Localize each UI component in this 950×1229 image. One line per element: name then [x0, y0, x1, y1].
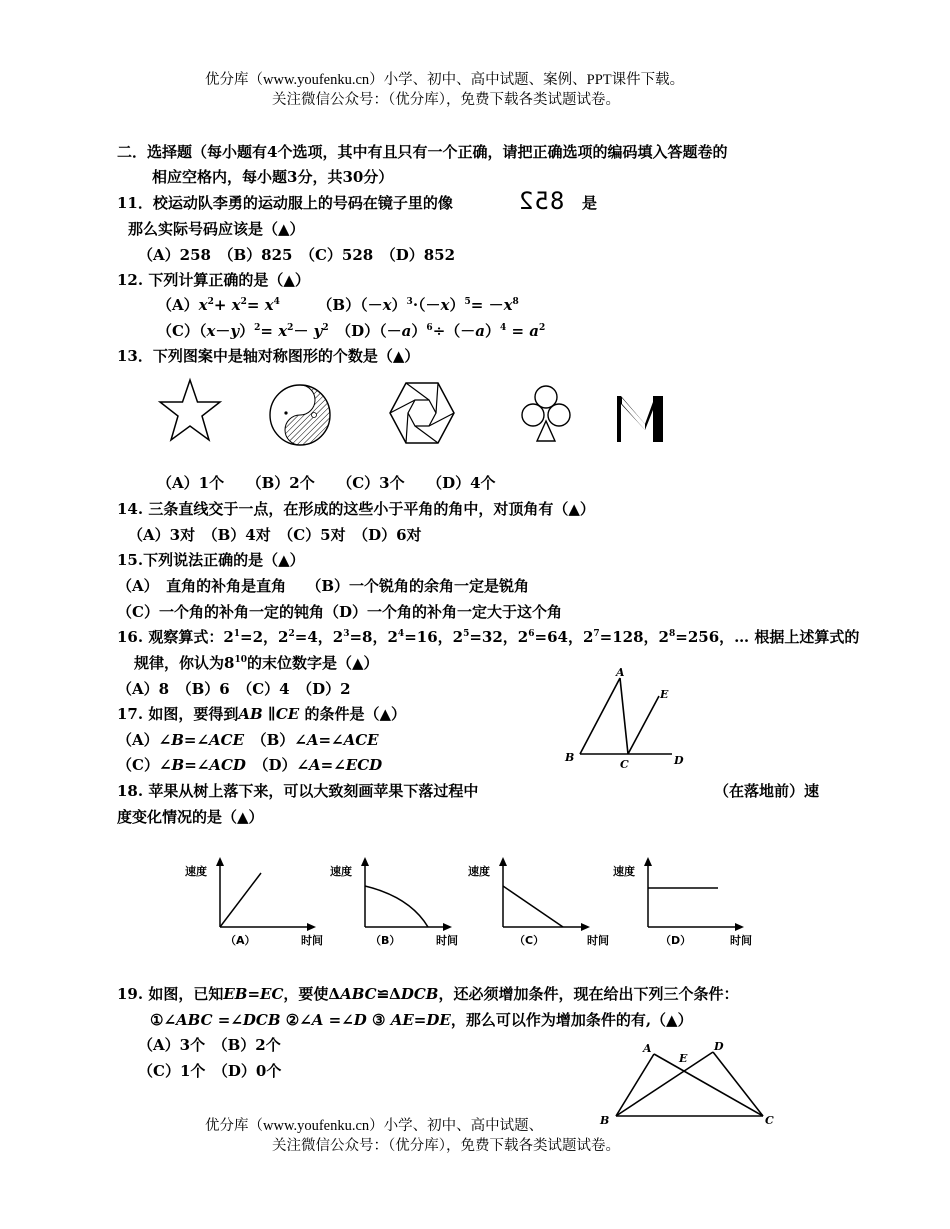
graph-a — [185, 855, 345, 955]
q19-stem: 19. 如图，已知EB=EC，要使ΔABC≌ΔDCB，还必须增加条件，现在给出下列三个条件： — [117, 985, 739, 1003]
q19-label-d: D — [714, 1040, 724, 1053]
q15-stem: 15.下列说法正确的是（▲） — [117, 551, 305, 569]
yin-yang-figure — [268, 383, 332, 447]
q13-options: （A）1个 （B）2个 （C）3个 （D）4个 — [157, 474, 496, 492]
q17-stem-a: 17. 如图，要得到 — [117, 705, 239, 723]
q16-line2-a: 规律，你认为8 — [134, 654, 235, 672]
graph-d-xlabel: 时间 — [730, 934, 752, 947]
graph-a-ylabel: 速度 — [185, 865, 207, 878]
q19-conditions: ①∠ABC =∠DCB ②∠A =∠D ③ AE=DE，那么可以作为增加条件的有,（▲） — [150, 1011, 693, 1029]
q17-label-c: C — [620, 758, 629, 771]
graph-a-xlabel: 时间 — [301, 934, 323, 947]
graph-c-ylabel: 速度 — [468, 865, 490, 878]
q19-stem-c: ，还必须增加条件，现在给出下列三个条件： — [438, 985, 739, 1003]
q19-label-a: A — [643, 1042, 652, 1055]
q18-stem-b: （在落地前）速 — [714, 782, 820, 800]
q16-line2: 规律，你认为$8^{10}$的末位数字是（▲） — [134, 654, 379, 672]
star-figure — [157, 378, 223, 444]
graph-a-tag: （A） — [225, 934, 256, 947]
q17-label-d: D — [674, 754, 684, 767]
q17-stem-b: 的条件是（▲） — [304, 705, 406, 723]
q17-label-e: E — [660, 688, 669, 701]
graph-d — [613, 855, 773, 955]
q17-label-a: A — [616, 666, 625, 679]
graph-b-tag: （B） — [370, 934, 401, 947]
hexagon-pinwheel-figure — [388, 380, 456, 446]
graph-d-ylabel: 速度 — [613, 865, 635, 878]
q16-line2-b: 的末位数字是（▲） — [246, 654, 379, 672]
q19-stem-a: 19. 如图，已知 — [117, 985, 224, 1003]
letter-m-figure — [615, 394, 667, 444]
graph-c-xlabel: 时间 — [587, 934, 609, 947]
q19-figure — [596, 1038, 786, 1130]
q19-line2-end: ，那么可以作为增加条件的有,（▲） — [450, 1011, 693, 1029]
q11-stem: 11．校运动队李勇的运动服上的号码在镜子里的像 — [117, 194, 453, 212]
q17-label-b: B — [565, 751, 575, 764]
graph-c-tag: （C） — [514, 934, 545, 947]
graph-b-ylabel: 速度 — [330, 865, 352, 878]
q12-stem: 12. 下列计算正确的是（▲） — [117, 271, 310, 289]
footer-line-1: 优分库（www.youfenku.cn）小学、初中、高中试题、 — [205, 1118, 544, 1134]
q17-options-cd: （C）∠B=∠ACD （D）∠A=∠ECD — [117, 756, 383, 774]
q14-stem: 14. 三条直线交于一点，在形成的这些小于平角的角中，对顶角有（▲） — [117, 500, 595, 518]
q17-figure — [562, 662, 692, 772]
header-line-2: 关注微信公众号：（优分库），免费下载各类试题试卷。 — [272, 92, 620, 108]
graph-b — [330, 855, 490, 955]
q14-options: （A）3对 （B）4对 （C）5对 （D）6对 — [128, 526, 422, 544]
q11-stem-b: 是 — [582, 194, 598, 212]
section-title-2: 相应空格内，每小题3分，共30分） — [152, 168, 394, 186]
q15-options-1: （A） 直角的补角是直角 （B）一个锐角的余角一定是锐角 — [117, 577, 530, 595]
q16-stem: 16. 观察算式：$2^1=2$，$2^2=4$，$2^3=8$，$2^4=16$，$2^5=32$，$2^6=64$，$2^7=128$，$2^8=256$，… 根据上述算式的 — [117, 628, 860, 646]
q11-options: （A）258 （B）825 （C）528 （D）852 — [138, 246, 456, 264]
graph-c — [468, 855, 628, 955]
footer-line-2: 关注微信公众号：（优分库），免费下载各类试题试卷。 — [272, 1138, 620, 1154]
club-figure — [518, 383, 574, 445]
q12-options-cd: $(C)(x-y)^2= x^2- y^2$ $(D)(-a)^6\div(-a)^4 = a^2$ — [157, 322, 546, 340]
q16-stem-end: ，… 根据上述算式的 — [719, 628, 860, 646]
graph-b-xlabel: 时间 — [436, 934, 458, 947]
q11-stem-c: 那么实际号码应该是（▲） — [128, 220, 305, 238]
q19-label-b: B — [600, 1114, 610, 1127]
q16-options: （A）8 （B）6 （C）4 （D）2 — [117, 680, 351, 698]
graph-d-tag: （D） — [660, 934, 692, 947]
q18-stem-a: 18. 苹果从树上落下来，可以大致刻画苹果下落过程中 — [117, 782, 479, 800]
mirror-number: 852 — [518, 187, 565, 215]
q17-options-ab: （A）∠B=∠ACE （B）∠A=∠ACE — [117, 731, 379, 749]
q19-options-ab: （A）3个 （B）2个 — [138, 1036, 281, 1054]
q19-stem-b: ，要使 — [283, 985, 329, 1003]
q17-stem: 17. 如图，要得到AB ∥CE 的条件是（▲） — [117, 705, 406, 723]
section-title: 二．选择题（每小题有4个选项，其中有且只有一个正确，请把正确选项的编码填入答题卷的 — [117, 143, 728, 161]
q19-options-cd: （C）1个 （D）0个 — [138, 1062, 282, 1080]
q19-label-e: E — [679, 1052, 688, 1065]
q13-stem: 13．下列图案中是轴对称图形的个数是（▲） — [117, 347, 420, 365]
q15-options-2: （C）一个角的补角一定的钝角（D）一个角的补角一定大于这个角 — [117, 603, 562, 621]
q12-options-ab: $(A)x^2+ x^2= x^4$ $(B)(-x)^3\cdot(-x)^5= -x^8$ — [157, 296, 519, 314]
q18-stem-c: 度变化情况的是（▲） — [117, 808, 264, 826]
header-line-1: 优分库（www.youfenku.cn）小学、初中、高中试题、案例、PPT课件下载。 — [205, 72, 685, 88]
q19-label-c: C — [765, 1114, 774, 1127]
